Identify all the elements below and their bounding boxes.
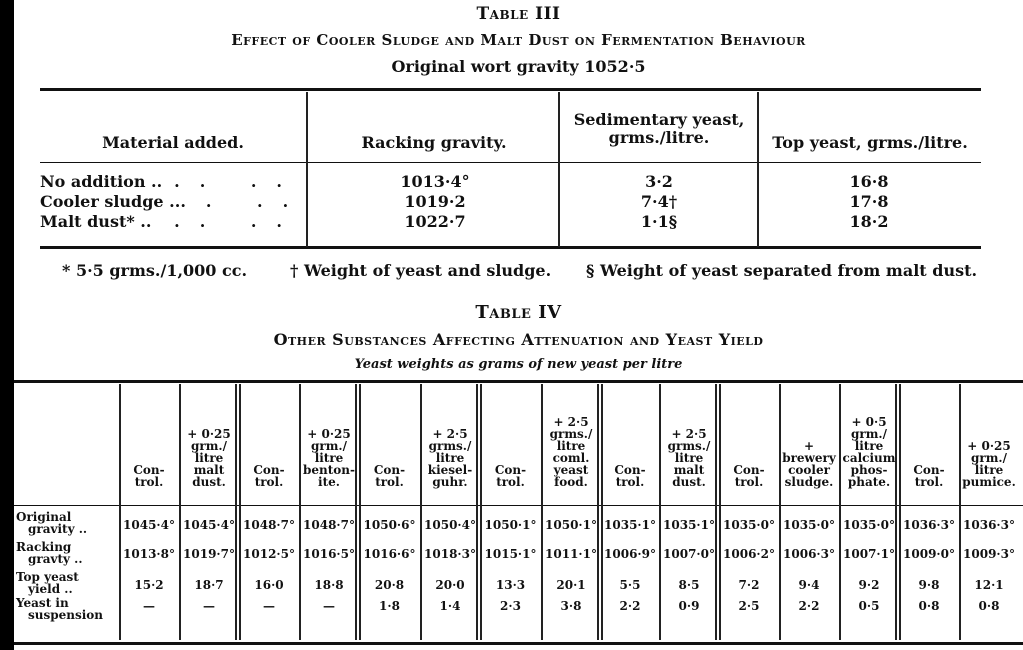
table-4-cell: 0·8 (918, 599, 940, 613)
table-4-cell: 1012·5° (243, 547, 295, 561)
table-4-column-header: + 2·5 grms./ litre kiesel- guhr. (427, 427, 473, 489)
table-3-cell: 18·2 (849, 212, 889, 231)
table-4-column-header: Con- trol. (494, 463, 527, 489)
table-3-row-label: Malt dust* .. .. .. (40, 212, 302, 231)
table-4-cell: 1016·6° (363, 547, 416, 561)
table-4-cell: 1·8 (379, 599, 400, 613)
table-4-cell: 3·8 (560, 599, 582, 613)
table-4-cell: 1048·7° (303, 518, 355, 532)
table-4-column-header: Con- trol. (614, 463, 646, 489)
table-4-cell: 1035·1° (604, 518, 656, 532)
table-3-cell: 1019·2 (404, 192, 466, 211)
table-4-column-header: Con- trol. (133, 463, 165, 489)
table-3-column-divider (306, 92, 308, 247)
table-4-cell: 1007·0° (663, 547, 715, 561)
table-4-row-label: Original gravity .. (16, 510, 88, 536)
table-4-cell: 1009·0° (903, 547, 955, 561)
table-4-cell: 0·8 (978, 599, 1000, 613)
table-4-cell: 1011·1° (545, 547, 597, 561)
table-4-cell: 1035·0° (723, 518, 775, 532)
table-4-column-header: + 0·25 grm./ litre benton- ite. (302, 427, 355, 489)
table-3-header-sedimentary: Sedimentary yeast, grms./litre. (573, 110, 745, 147)
table-4-caption: Yeast weights as grams of new yeast per litre (354, 357, 683, 372)
table-4-column-header: + 2·5 grms./ litre malt dust. (667, 427, 711, 489)
table-3-title: Table III (476, 4, 561, 24)
table-4-cell: 20·0 (435, 578, 465, 592)
table-3-subtitle: Effect of Cooler Sludge and Malt Dust on Fermentation Behaviour (231, 31, 806, 49)
table-4-cell: 9·4 (798, 578, 820, 592)
table-4-cell: 1006·2° (723, 547, 775, 561)
table-4-cell: 1045·4° (183, 518, 235, 532)
table-4-cell: — (143, 599, 155, 613)
table-4-cell: 2·5 (738, 599, 760, 613)
table-3-header-rule (40, 162, 981, 163)
table-3-cell: 3·2 (645, 172, 673, 191)
table-3-racking-column (310, 172, 560, 232)
footnote-asterisk: * 5·5 grms./1,000 cc. (62, 261, 248, 280)
table-4-cell: 18·7 (194, 578, 224, 592)
table-4-cell: 0·5 (858, 599, 880, 613)
table-4-cell: 1019·7° (183, 547, 235, 561)
table-3-row-label: Cooler sludge .. .. .. (40, 192, 309, 211)
table-4-column-header: Con- trol. (913, 463, 945, 489)
table-3-header-racking: Racking gravity. (361, 133, 507, 152)
footnote-dagger: † Weight of yeast and sludge. (290, 261, 552, 280)
table-4-cell: 20·8 (374, 578, 405, 592)
table-4-cell: 7·2 (738, 578, 760, 592)
table-4-bottom-rule (14, 642, 1023, 645)
table-4-cell: 1035·1° (663, 518, 715, 532)
table-3-cell: 17·8 (849, 192, 889, 211)
table-4-column-header: Con- trol. (733, 463, 765, 489)
table-4-subtitle: Other Substances Affecting Attenuation and Yeast Yield (273, 330, 764, 349)
table-4-row-label: Racking gravty .. (16, 540, 83, 566)
table-3-gravity-note: Original wort gravity 1052·5 (391, 57, 646, 76)
table-4-cell: 0·9 (678, 599, 700, 613)
table-4-column-header: + 0·5 grm./ litre calcium phos- phate. (842, 415, 896, 489)
table-4-column-header: + brewery cooler sludge. (782, 439, 836, 489)
table-3-material-column (40, 172, 309, 232)
table-4-column-header: + 0·25 grm./ litre malt dust. (187, 427, 231, 489)
footnote-section: § Weight of yeast separated from malt dust. (586, 261, 978, 280)
table-4-cell: 1045·4° (123, 518, 175, 532)
table-4-title: Table IV (475, 302, 562, 323)
table-4-cell: 1035·0° (843, 518, 895, 532)
table-4-cell: 2·2 (619, 599, 641, 613)
left-page-edge (0, 0, 14, 650)
table-3-top-rule (40, 88, 981, 91)
table-4-cell: 1050·1° (484, 518, 537, 532)
table-3-bottom-rule (40, 246, 981, 249)
table-4-cell: 9·2 (858, 578, 880, 592)
table-4-cell: — (263, 599, 275, 613)
table-4-column-header: Con- trol. (373, 463, 406, 489)
table-3-top-yeast-column (758, 172, 980, 232)
table-4-cell: 1006·9° (604, 547, 656, 561)
table-4-header-rule (14, 505, 1023, 506)
table-4-cell: 1007·1° (843, 547, 895, 561)
table-4-cell: 1050·1° (545, 518, 597, 532)
table-3-cell: 16·8 (849, 172, 889, 191)
table-4-cell: — (203, 599, 215, 613)
table-4-cell: 1050·4° (424, 518, 476, 532)
table-3-header-material: Material added. (102, 133, 244, 152)
table-4-cell: 18·8 (314, 578, 344, 592)
table-4-cell: 1036·3° (963, 518, 1015, 532)
table-4-cell: 1015·1° (484, 547, 537, 561)
table-4-cell: 1048·7° (243, 518, 295, 532)
table-4-cell: 1016·5° (303, 547, 355, 561)
table-4-cell: 1006·3° (783, 547, 835, 561)
table-4-column-header: Con- trol. (253, 463, 285, 489)
table-3-cell: 1022·7 (404, 212, 466, 231)
table-4-cell: 1035·0° (783, 518, 835, 532)
table-4-cell: 1050·6° (363, 518, 416, 532)
table-4-cell: 2·2 (798, 599, 820, 613)
table-4-cell: 12·1 (974, 578, 1004, 592)
table-4-cell: 20·1 (556, 578, 586, 592)
table-4-cell: 9·8 (918, 578, 940, 592)
table-4-cell: 5·5 (619, 578, 641, 592)
table-4-cell: 1018·3° (424, 547, 476, 561)
table-4-cell: 1013·8° (123, 547, 175, 561)
table-4-cell: 1036·3° (903, 518, 955, 532)
table-3-row-label: No addition .. .. .. (40, 172, 302, 191)
table-3-cell: 7·4† (640, 192, 678, 211)
table-4-cell: 2·3 (500, 599, 521, 613)
table-3-cell: 1·1§ (640, 212, 678, 231)
table-4-row-label: Top yeast yield .. (16, 570, 79, 596)
table-4-top-rule (14, 380, 1023, 383)
table-3-sedimentary-column (560, 172, 758, 232)
table-4-column-header: + 0·25 grm./ litre pumice. (962, 439, 1016, 489)
table-3-cell: 1013·4° (400, 172, 470, 191)
table-4-cell: 1·4 (439, 599, 461, 613)
table-4-cell: 8·5 (678, 578, 700, 592)
table-4-column-header: + 2·5 grms./ litre coml. yeast food. (549, 415, 593, 489)
table-3-header-top-yeast: Top yeast, grms./litre. (772, 133, 968, 152)
table-4-cell: 13·3 (495, 578, 526, 592)
table-4-cell: 16·0 (254, 578, 284, 592)
table-4-row-label: Yeast in suspension (16, 596, 104, 622)
table-4-cell: 15·2 (134, 578, 164, 592)
table-4-cell: — (323, 599, 335, 613)
table-4-cell: 1009·3° (963, 547, 1015, 561)
